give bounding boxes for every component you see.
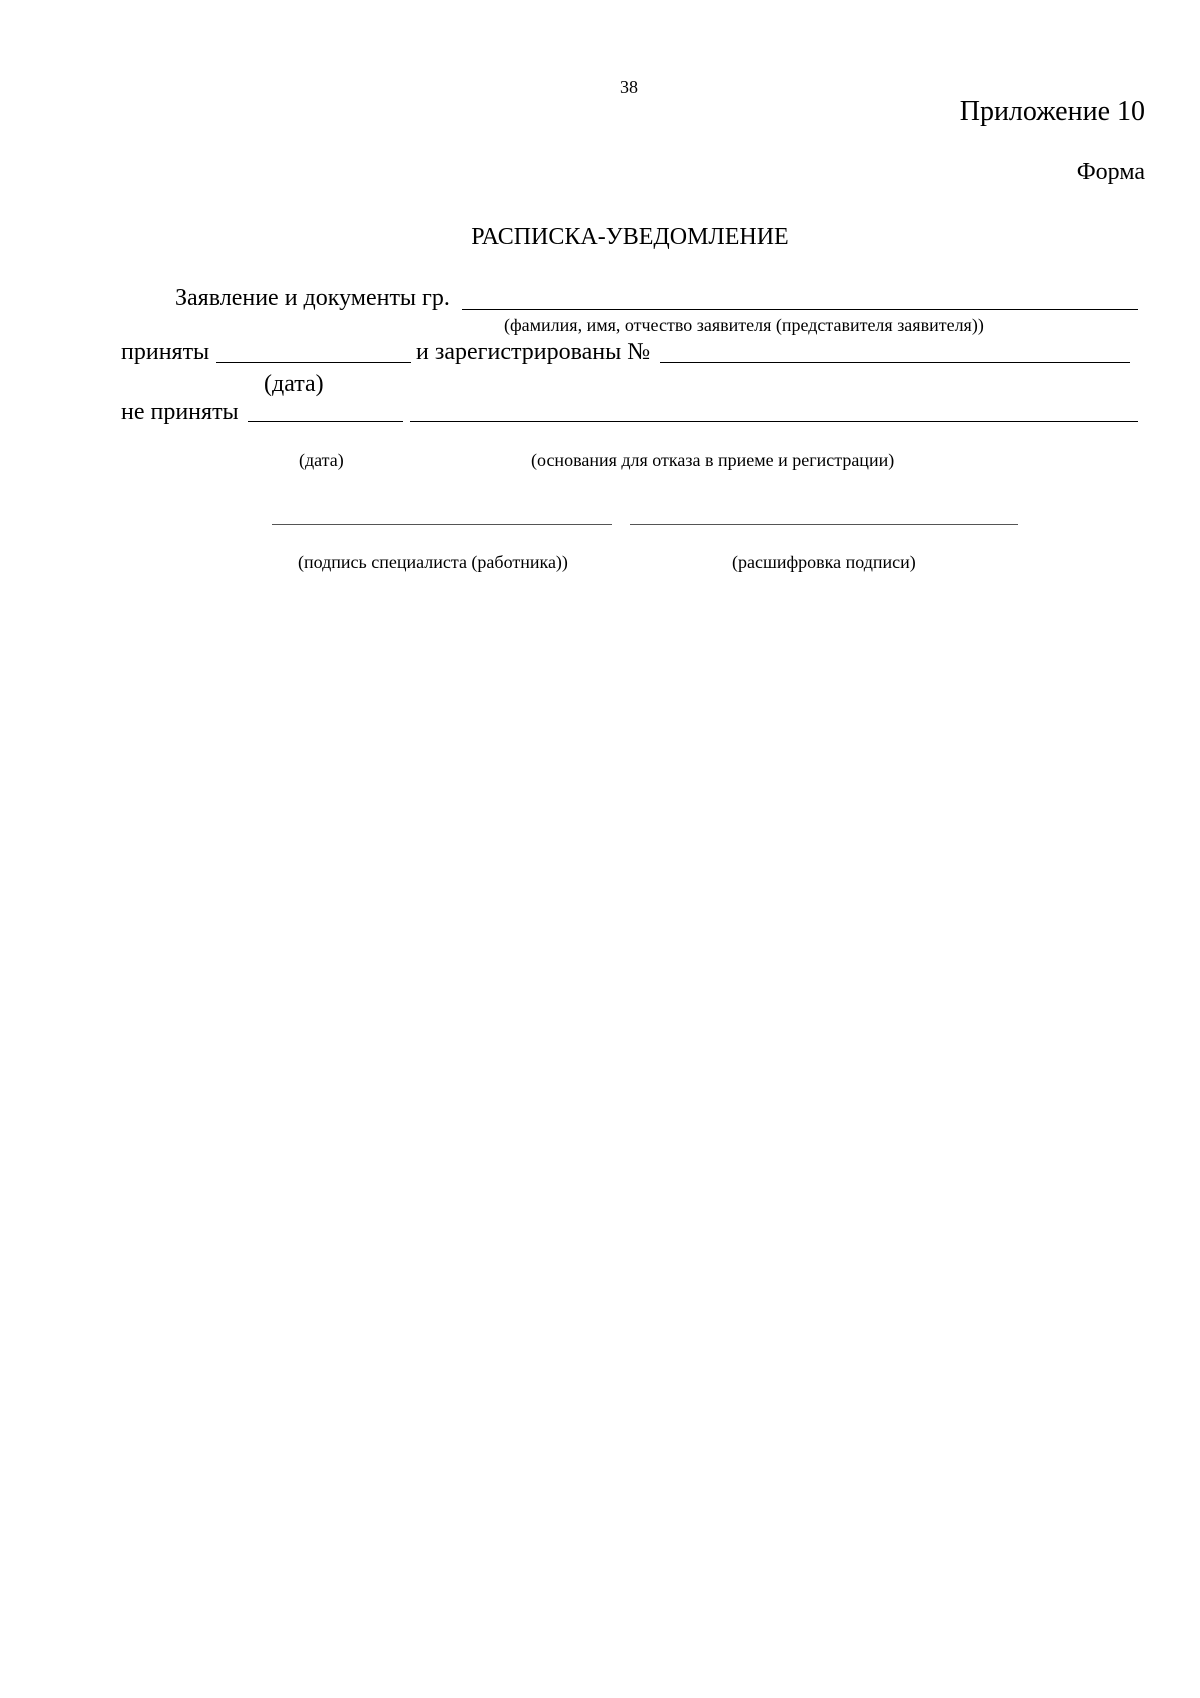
signature-caption: (подпись специалиста (работника))	[298, 552, 568, 572]
registered-label: и зарегистрированы №	[416, 339, 651, 365]
registration-number-field[interactable]	[660, 362, 1130, 363]
signature-field[interactable]	[272, 524, 612, 525]
applicant-name-caption: (фамилия, имя, отчество заявителя (представителя заявителя))	[504, 315, 984, 335]
page-number: 38	[620, 77, 638, 97]
accepted-date-field[interactable]	[216, 362, 411, 363]
page-title: РАСПИСКА-УВЕДОМЛЕНИЕ	[471, 224, 789, 250]
signature-decoding-caption: (расшифровка подписи)	[732, 552, 916, 572]
not-accepted-label: не приняты	[121, 399, 239, 425]
accepted-label: приняты	[121, 339, 210, 365]
appendix-label: Приложение 10	[959, 96, 1145, 127]
not-accepted-date-caption: (дата)	[299, 450, 344, 470]
refusal-reason-caption: (основания для отказа в приеме и регистрации)	[531, 450, 895, 470]
accepted-date-caption: (дата)	[264, 371, 324, 397]
not-accepted-date-field[interactable]	[248, 421, 403, 422]
form-label: Форма	[1076, 159, 1145, 185]
applicant-name-field[interactable]	[462, 309, 1138, 310]
refusal-reason-field[interactable]	[410, 421, 1138, 422]
applicant-label: Заявление и документы гр.	[175, 285, 450, 311]
signature-decoding-field[interactable]	[630, 524, 1018, 525]
